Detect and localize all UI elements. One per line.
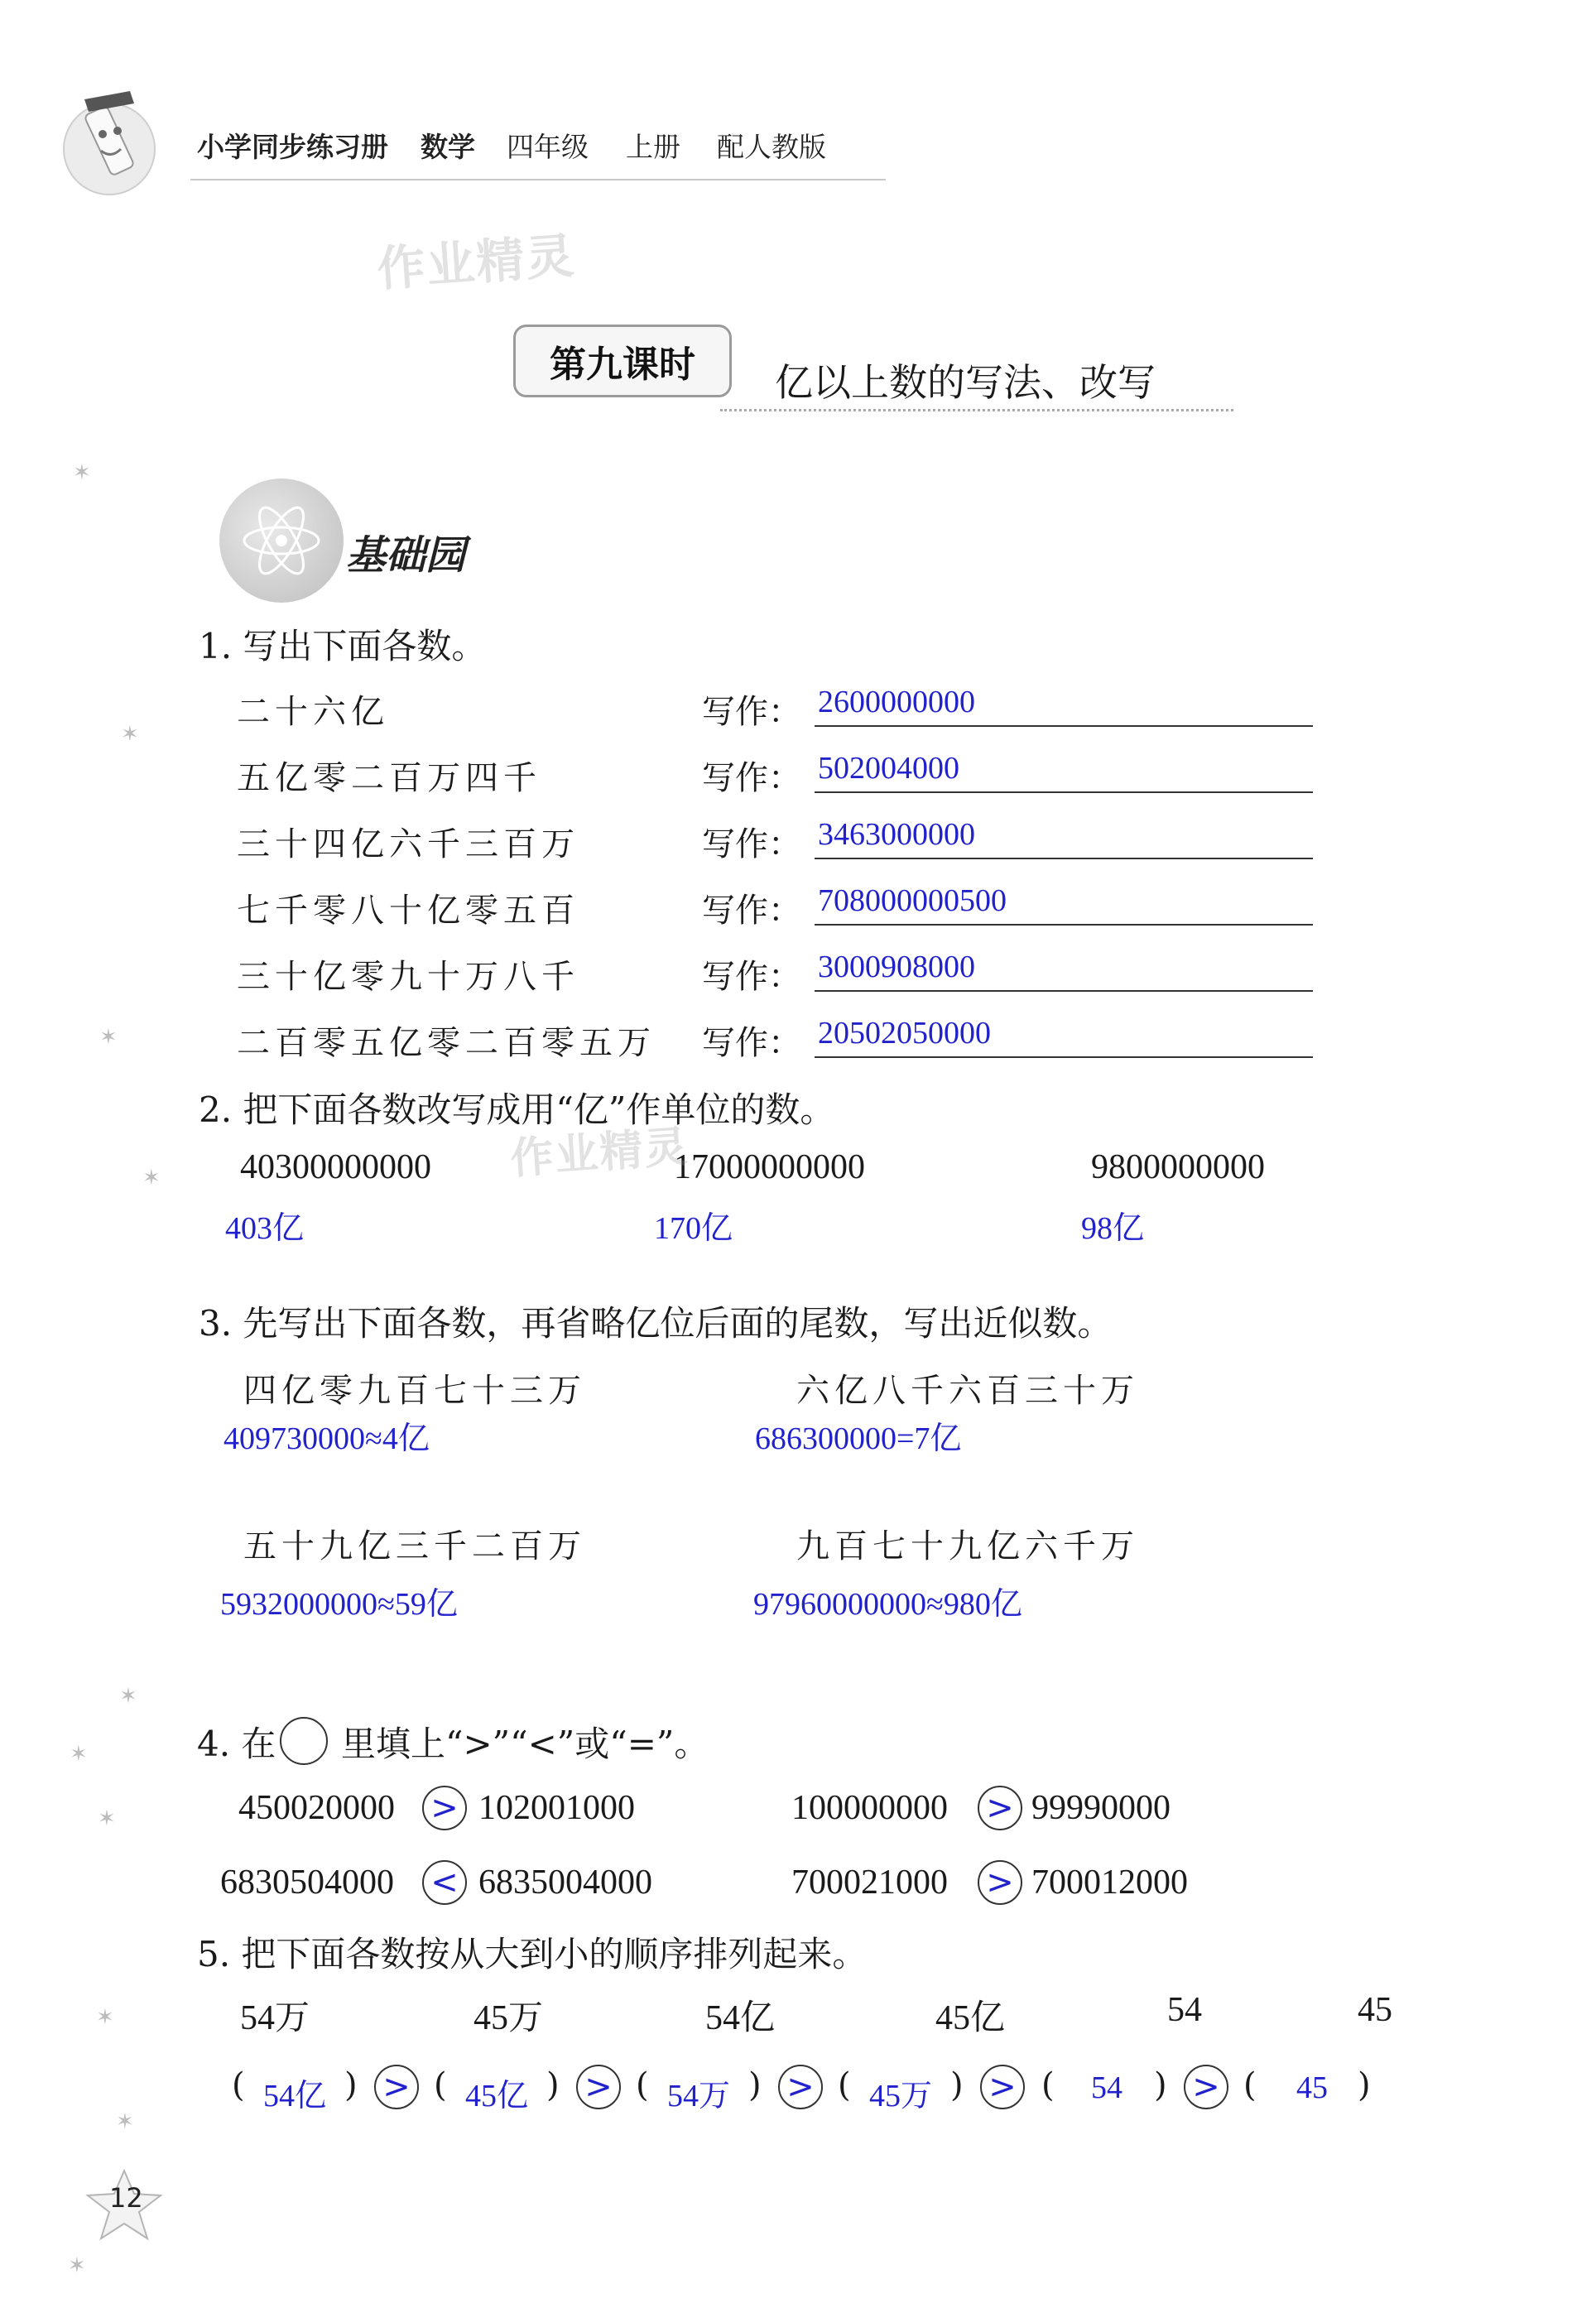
q4-right-number: 700012000 [1031,1863,1188,1902]
q5-number: 45万 [474,1999,544,2037]
section-atom-icon [219,478,344,603]
q5-close-paren: ) [1154,2066,1167,2104]
q3-item-text: 五十九亿三千二百万 [243,1527,586,1565]
q5-answer: 45 [1296,2070,1328,2105]
q1-answer: 3000908000 [818,950,975,984]
q3-item-text: 九百七十九亿六千万 [796,1527,1139,1565]
watermark: 作业精灵 [375,227,578,298]
q1-prompt: 1. 写出下面各数。 [199,626,487,666]
q5-open-paren: ( [636,2066,649,2104]
q3-answer: 686300000=7亿 [755,1421,962,1456]
q1-answer-line [815,858,1313,859]
q5-compare-circle: > [576,2065,621,2109]
q1-answer-line [815,791,1313,793]
q1-item-text: 五亿零二百万四千 [237,759,541,797]
q1-answer: 502004000 [818,751,959,786]
q1-item-text: 二百零五亿零二百零五万 [237,1024,656,1062]
q1-write-label: 写作： [702,759,801,797]
header-book-title: 小学同步练习册 [197,131,388,163]
q5-close-paren: ) [1358,2066,1371,2104]
q1-item-text: 三十四亿六千三百万 [237,825,579,863]
star-icon: ✶ [121,722,139,747]
q3-answer: 5932000000≈59亿 [220,1587,458,1622]
q3-prompt: 3. 先写出下面各数，再省略亿位后面的尾数，写出近似数。 [199,1303,1113,1344]
q1-write-label: 写作： [702,1024,801,1062]
q5-compare-circle: > [778,2065,823,2109]
star-icon: ✶ [98,1806,116,1831]
q3-answer: 409730000≈4亿 [224,1421,430,1456]
q4-prompt-circle-icon [280,1717,328,1765]
q3-answer: 97960000000≈980亿 [753,1587,1022,1622]
header-subject: 数学 [421,131,475,163]
q1-answer: 20502050000 [818,1016,991,1051]
q1-answer-line [815,924,1313,926]
q1-item-text: 七千零八十亿零五百 [237,892,579,930]
header-grade: 四年级 [507,131,589,163]
q3-item-text: 四亿零九百七十三万 [243,1372,586,1410]
q4-prompt-after: 里填上“>”“<”或“=”。 [341,1724,709,1764]
page-number: 12 [109,2182,143,2214]
q4-prompt-before: 4. 在 [197,1724,276,1764]
header-edition: 配人教版 [717,131,826,163]
q4-left-number: 100000000 [791,1789,948,1827]
header-volume: 上册 [626,131,680,163]
q5-close-paren: ) [546,2066,560,2104]
q5-number: 45 [1358,1991,1392,2029]
q2-number: 9800000000 [1091,1148,1265,1186]
header-divider [190,179,886,180]
q2-answer: 170亿 [654,1211,733,1246]
q4-left-number: 450020000 [238,1789,395,1827]
pencil-mascot-icon [51,83,175,199]
star-icon: ✶ [142,1166,161,1190]
q5-answer: 54 [1091,2070,1122,2105]
q5-open-paren: ( [1041,2066,1055,2104]
star-icon: ✶ [116,2109,134,2134]
q5-open-paren: ( [434,2066,447,2104]
lesson-label-box: 第九课时 [513,325,732,397]
watermark: 作业精灵 [508,1122,691,1185]
q5-compare-circle: > [374,2065,419,2109]
q1-answer: 3463000000 [818,817,975,852]
q2-answer: 403亿 [225,1211,305,1246]
q1-write-label: 写作： [702,693,801,731]
lesson-title-underline [720,409,1233,411]
q5-number: 54 [1167,1991,1202,2029]
q5-number: 54万 [240,1999,310,2037]
q1-answer: 708000000500 [818,883,1007,918]
q5-prompt: 5. 把下面各数按从大到小的顺序排列起来。 [197,1934,868,1974]
q5-compare-circle: > [1184,2065,1228,2109]
star-icon: ✶ [70,1742,88,1767]
q4-compare-circle: < [422,1860,467,1905]
q1-answer: 2600000000 [818,685,975,719]
q1-answer-line [815,1056,1313,1058]
q5-open-paren: ( [838,2066,851,2104]
q4-left-number: 6830504000 [220,1863,394,1902]
lesson-title: 亿以上数的写法、改写 [775,360,1156,405]
q5-open-paren: ( [1243,2066,1257,2104]
q1-answer-line [815,725,1313,727]
q3-item-text: 六亿八千六百三十万 [796,1372,1139,1410]
q4-compare-circle: > [422,1786,467,1830]
star-icon: ✶ [73,460,91,485]
q5-answer: 45亿 [465,2079,529,2113]
q2-number: 17000000000 [674,1148,865,1186]
q5-answer: 54亿 [263,2079,327,2113]
q1-item-text: 三十亿零九十万八千 [237,958,579,996]
q4-right-number: 102001000 [478,1789,635,1827]
star-icon: ✶ [96,2005,114,2030]
q1-answer-line [815,990,1313,992]
q4-left-number: 700021000 [791,1863,948,1902]
q5-open-paren: ( [232,2066,245,2104]
section-title: 基础园 [346,532,466,579]
q4-compare-circle: > [978,1860,1022,1905]
q1-item-text: 二十六亿 [237,693,389,731]
q1-write-label: 写作： [702,825,801,863]
q5-close-paren: ) [344,2066,358,2104]
q5-compare-circle: > [980,2065,1025,2109]
q4-right-number: 6835004000 [478,1863,652,1902]
q2-prompt: 2. 把下面各数改写成用“亿”作单位的数。 [199,1089,835,1130]
star-icon: ✶ [68,2253,86,2278]
q5-answer: 45万 [869,2079,933,2113]
q5-number: 54亿 [705,1999,776,2037]
star-icon: ✶ [119,1684,137,1709]
q4-compare-circle: > [978,1786,1022,1830]
q4-right-number: 99990000 [1031,1789,1171,1827]
q5-close-paren: ) [950,2066,964,2104]
star-icon: ✶ [99,1025,118,1050]
q1-write-label: 写作： [702,958,801,996]
q2-answer: 98亿 [1081,1211,1145,1246]
q2-number: 40300000000 [240,1148,431,1186]
q5-answer: 54万 [667,2079,731,2113]
q1-write-label: 写作： [702,892,801,930]
q5-number: 45亿 [935,1999,1006,2037]
q5-close-paren: ) [748,2066,762,2104]
